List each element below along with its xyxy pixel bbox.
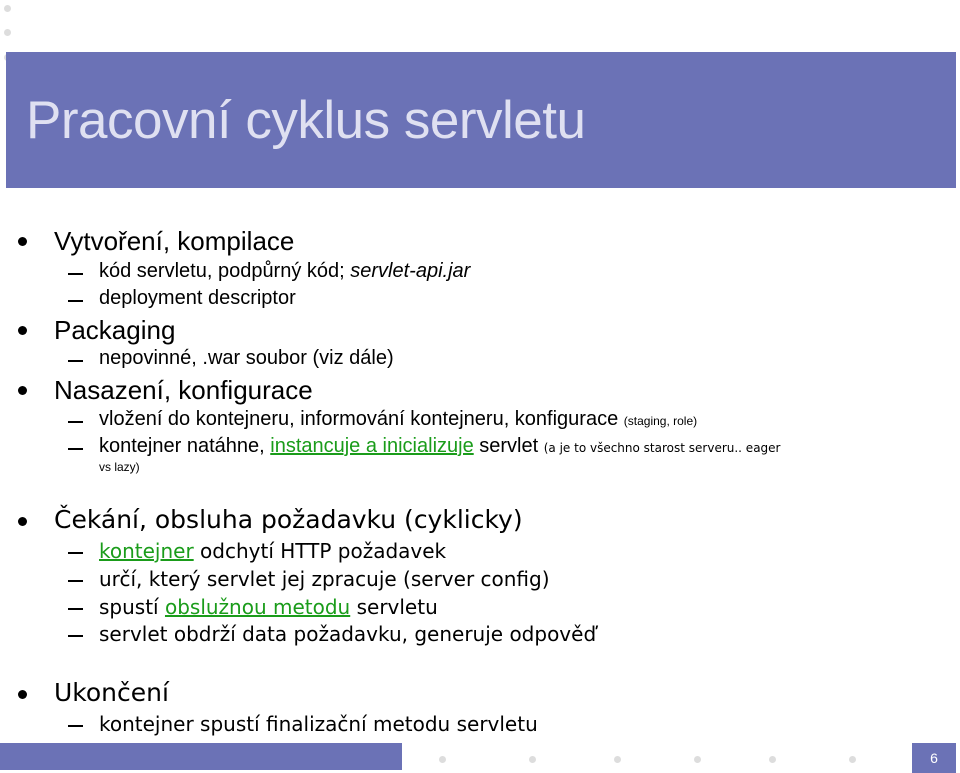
- sub-item: nepovinné, .war soubor (viz dále): [99, 347, 394, 369]
- sub-item: servlet obdrží data požadavku, generuje odpověď: [99, 622, 597, 646]
- sub-item: kontejner spustí finalizační metodu servletu: [99, 712, 538, 736]
- page-number: 6: [930, 750, 938, 766]
- decor-dot: [694, 756, 701, 763]
- dash: [68, 448, 83, 450]
- dash: [68, 273, 83, 275]
- decor-dot: [614, 756, 621, 763]
- sub-item: [99, 408, 697, 431]
- sub-item-text: odchytí HTTP požadavek: [193, 539, 447, 563]
- dash: [68, 725, 83, 727]
- section-heading: Ukončení: [54, 678, 169, 707]
- slide-title: Pracovní cyklus servletu: [26, 91, 586, 150]
- sub-item-text: servlet: [473, 435, 544, 457]
- section-heading: Nasazení, konfigurace: [54, 375, 313, 405]
- sub-item-text: kontejner natáhne,: [99, 435, 271, 457]
- bullet: [18, 326, 27, 335]
- sub-item: [99, 539, 446, 563]
- sub-item: určí, který servlet jej zpracuje (server config): [99, 567, 550, 591]
- dash: [68, 300, 83, 302]
- sub-item: [99, 595, 438, 619]
- decor-dot: [849, 756, 856, 763]
- dash: [68, 580, 83, 582]
- dash: [68, 360, 83, 362]
- sub-item-note-continued: vs lazy): [99, 460, 140, 474]
- decor-dot: [769, 756, 776, 763]
- link-instancuje[interactable]: instancuje a inicializuje: [270, 435, 474, 457]
- sub-item-text: spustí: [99, 595, 165, 619]
- sub-item: [99, 435, 780, 458]
- sub-item-note: (staging, role): [623, 414, 698, 428]
- dash: [68, 608, 83, 610]
- sub-item: deployment descriptor: [99, 287, 296, 309]
- decor-dot: [4, 5, 11, 12]
- decor-dot: [4, 29, 11, 36]
- bullet: [18, 517, 27, 526]
- link-obsluzna-metoda[interactable]: obslužnou metodu: [164, 595, 351, 619]
- decor-dot: [529, 756, 536, 763]
- dash: [68, 421, 83, 423]
- section-heading: Čekání, obsluha požadavku (cyklicky): [54, 505, 523, 534]
- section-heading: Vytvoření, kompilace: [54, 226, 295, 256]
- sub-item: [99, 260, 470, 283]
- sub-item-text: servletu: [350, 595, 438, 619]
- link-kontejner[interactable]: kontejner: [99, 539, 194, 563]
- sub-item-italic: servlet-api.jar: [350, 260, 471, 282]
- dash: [68, 635, 83, 637]
- bullet: [18, 690, 27, 699]
- bullet: [18, 237, 27, 246]
- sub-item-note: (a je to všechno starost serveru.. eager: [543, 441, 781, 455]
- decor-dot: [439, 756, 446, 763]
- footer-band: [0, 743, 402, 770]
- sub-item-text: vložení do kontejneru, informování kontejneru, konfigurace: [99, 408, 624, 430]
- dash: [68, 552, 83, 554]
- bullet: [18, 386, 27, 395]
- section-heading: Packaging: [54, 315, 176, 345]
- sub-item-text: kód servletu, podpůrný kód;: [99, 260, 351, 282]
